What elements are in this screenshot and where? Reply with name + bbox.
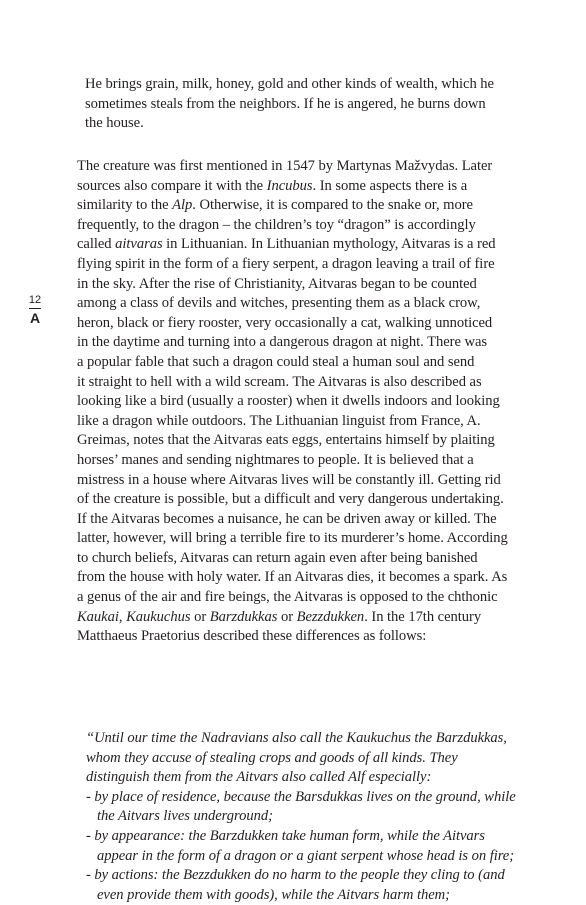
italic-term: Alp (172, 197, 193, 214)
text-line: it straight to hell with a wild scream. The Aitvaras is also described as (77, 373, 482, 390)
text-line: Greimas, notes that the Aitvaras eats eggs, entertains himself by plaiting (77, 432, 495, 449)
text-line: in the daytime and turning into a dangerous dragon at night. There was (77, 334, 488, 351)
quote-line: “Until our time the Nadravians also call the Kaukuchus the Barzdukkas, (86, 730, 507, 746)
text-line: sources also compare it with the Incubus. In some aspects there is a (77, 177, 468, 194)
text-line: a popular fable that such a dragon could steal a human soul and send (77, 353, 475, 370)
italic-term: Barzdukkas (209, 608, 278, 625)
text-line: similarity to the Alp. Otherwise, it is compared to the snake or, more (77, 197, 473, 214)
text-line: sometimes steals from the neighbors. If he is angered, he burns down (85, 95, 486, 112)
text-line: horses’ manes and sending nightmares to people. It is believed that a (77, 451, 474, 468)
text-line: The creature was first mentioned in 1547 by Martynas Mažvydas. Later (77, 158, 493, 174)
text-line: from the house with holy water. If an Aitvaras dies, it becomes a spark. As (77, 569, 508, 586)
text-line: mistress in a house where Aitvaras lives will be constantly ill. Getting rid (77, 471, 501, 488)
quote-line: appear in the form of a dragon or a giant serpent whose head is on fire; (97, 847, 515, 864)
text-line: Kaukai, Kaukuchus or Barzdukkas or Bezzdukken. In the 17th century (77, 608, 482, 625)
text-line: heron, black or fiery rooster, very occasionally a cat, walking unnoticed (77, 314, 493, 331)
quote-line: - by appearance: the Barzdukken take human form, while the Aitvars (86, 827, 485, 844)
text-line: the house. (85, 115, 144, 132)
intro-paragraph (85, 75, 494, 134)
text-line: to church beliefs, Aitvaras can return again even after being banished (77, 549, 478, 566)
text-line: frequently, to the dragon – the children’s toy “dragon” is accordingly (77, 216, 476, 233)
text-line: Matthaeus Praetorius described these differences as follows: (77, 628, 427, 645)
text-line: If the Aitvaras becomes a nuisance, he can be driven away or killed. The (77, 510, 497, 527)
text-line: like a dragon while outdoors. The Lithuanian linguist from France, A. (77, 412, 481, 429)
page-number: 12 (28, 294, 42, 306)
text-line: He brings grain, milk, honey, gold and other kinds of wealth, which he (85, 76, 494, 92)
text-line: a genus of the air and fire beings, the Aitvaras is opposed to the chthonic (77, 589, 498, 606)
quotation (86, 729, 516, 905)
text-line: in the sky. After the rise of Christianity, Aitvaras began to be counted (77, 275, 477, 292)
italic-term: aitvaras (115, 236, 163, 253)
quote-line: - by place of residence, because the Barsdukkas lives on the ground, while (86, 788, 516, 805)
text-line: of the creature is possible, but a difficult and very dangerous undertaking. (77, 491, 504, 508)
text-line: among a class of devils and witches, presenting them as a black crow, (77, 295, 481, 312)
italic-term: Incubus (266, 177, 313, 194)
body-paragraph (77, 157, 508, 647)
quote-line: - by actions: the Bezzdukken do no harm to the people they cling to (and (86, 867, 505, 884)
section-letter: A (29, 310, 41, 326)
text-line: looking like a bird (usually a rooster) when it dwells indoors and looking (77, 393, 500, 410)
text-line: latter, however, will bring a terrible fire to its murderer’s home. According (77, 530, 508, 547)
italic-term: Kaukuchus (126, 608, 191, 625)
text-line: flying spirit in the form of a fiery serpent, a dragon leaving a trail of fire (77, 255, 495, 272)
quote-line: distinguish them from the Aitvars also called Alf especially: (86, 769, 432, 786)
italic-term: Kaukai (77, 608, 119, 625)
italic-term: Bezzdukken (296, 608, 365, 625)
quote-line: even provide them with goods), while the Aitvars harm them; (97, 886, 450, 903)
page-marker (27, 294, 43, 325)
divider (29, 308, 41, 309)
text-line: called aitvaras in Lithuanian. In Lithuanian mythology, Aitvaras is a red (77, 236, 496, 253)
quote-line: whom they accuse of stealing crops and goods of all kinds. They (86, 749, 458, 766)
quote-line: the Aitvars lives underground; (97, 808, 273, 825)
